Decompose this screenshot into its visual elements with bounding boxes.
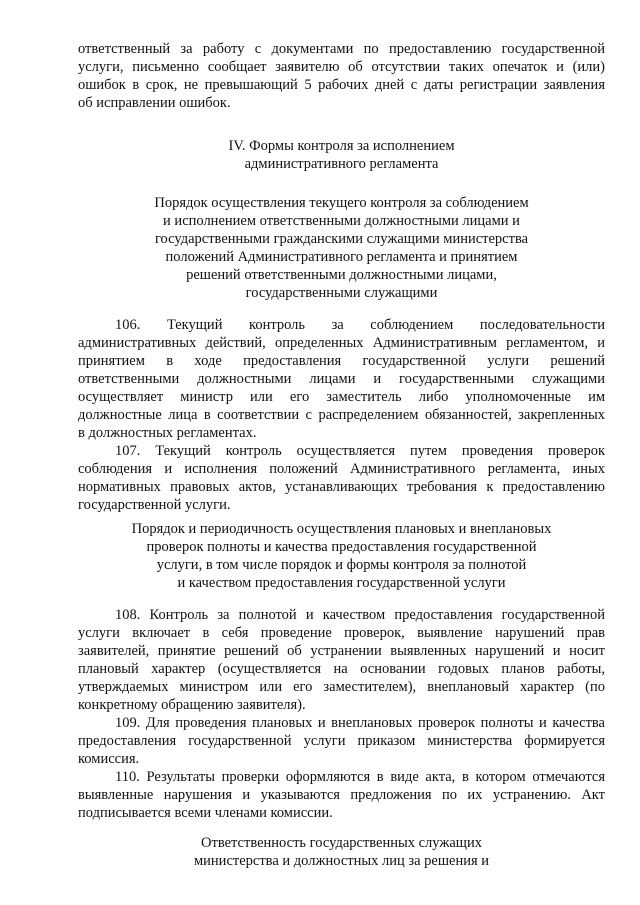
subheading-line: министерства и должностных лиц за решения и [193,853,490,869]
text-line: об исправлении ошибок. [78,95,231,111]
text-line: осуществляет министр или его заместитель либо уполномоченные им [78,389,605,405]
text-line: ошибок в срок, не превышающий 5 рабочих дней с даты регистрации заявления [78,77,605,93]
text-line: комиссия. [78,751,140,767]
text-line: государственной услуги. [78,497,231,513]
subheading-line: и качеством предоставления государственной услуги [177,575,506,591]
text-line: плановый характер (осуществляется на основании годовых планов работы, [78,661,605,677]
subheading-line: Порядок осуществления текущего контроля за соблюдением [154,195,529,211]
text-line: заявителей, принятие решений об устранении выявленных нарушений и носит [78,643,605,659]
text-line: подписывается всеми членами комиссии. [78,805,333,821]
text-line: должностные лица в соответствии с распределением обязанностей, закрепленных [78,407,605,423]
subheading-line: решений ответственными должностными лицами, [186,267,497,283]
subheading-line: и исполнением ответственными должностными лицами и [163,213,520,229]
text-line: предоставления государственной услуги приказом министерства формируется [78,733,605,749]
subheading-line: Порядок и периодичность осуществления плановых и внеплановых [131,521,552,537]
subheading-line: государственными служащими [245,285,438,301]
text-line: услуги включает в себя проведение проверок, выявление нарушений прав [78,625,605,641]
text-line: 107. Текущий контроль осуществляется путем проведения проверок [115,443,605,459]
text-line: ответственный за работу с документами по предоставлению государственной [78,41,605,57]
text-line: 109. Для проведения плановых и внеплановых проверок полноты и качества [115,715,605,731]
subheading-line: Ответственность государственных служащих [201,835,482,851]
text-line: соблюдения и исполнения положений Административного регламента, иных [78,461,605,477]
text-line: 110. Результаты проверки оформляются в виде акта, в котором отмечаются [115,769,605,785]
text-line: утверждаемых министром или его заместителем), внеплановый характер (по [78,679,605,695]
text-line: выявленные нарушения и указываются предложения по их устранению. Акт [78,787,605,803]
subheading-line: проверок полноты и качества предоставления государственной [146,539,537,555]
text-line: в должностных регламентах. [78,425,257,441]
text-line: ответственными должностными лицами и государственными служащими [78,371,605,387]
text-line: принятием в ходе предоставления государственной услуги решений [78,353,605,369]
text-line: административных действий, определенных Административным регламентом, и [78,335,605,351]
text-line: конкретному обращению заявителя). [78,697,306,713]
text-line: услуги, письменно сообщает заявителю об отсутствии таких опечаток и (или) [78,59,605,75]
subheading-line: положений Административного регламента и принятием [165,249,518,265]
text-line: 106. Текущий контроль за соблюдением последовательности [115,317,605,333]
section-title-line: административного регламента [244,156,439,172]
text-line: нормативных правовых актов, устанавливающих требования к предоставлению [78,479,605,495]
text-line: 108. Контроль за полнотой и качеством предоставления государственной [115,607,605,623]
subheading-line: услуги, в том числе порядок и формы контроля за полнотой [156,557,527,573]
section-title-line: IV. Формы контроля за исполнением [228,138,455,154]
subheading-line: государственными гражданскими служащими министерства [154,231,529,247]
